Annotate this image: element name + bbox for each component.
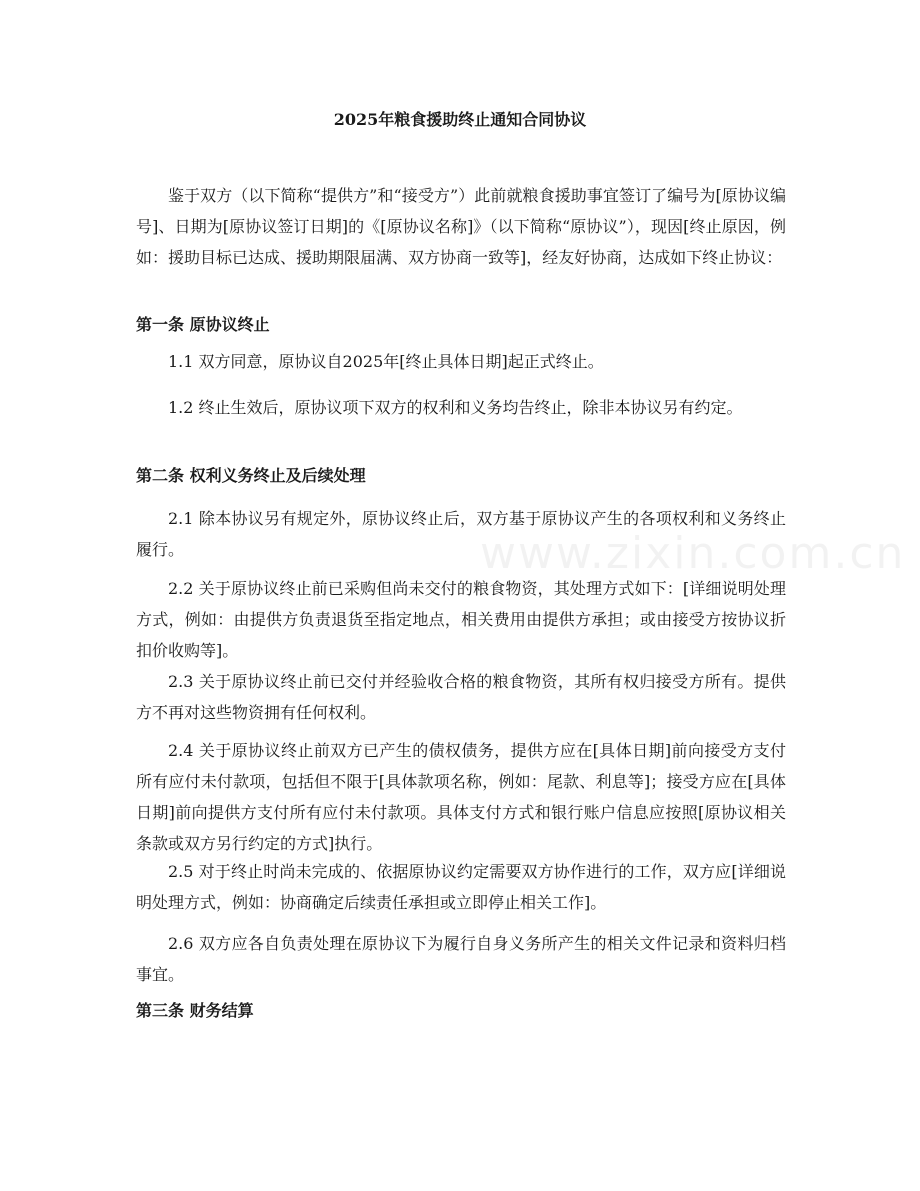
clause-2-2: 2.2 关于原协议终止前已采购但尚未交付的粮食物资，其处理方式如下：[详细说明处理方式，例如：由提供方负责退货至指定地点，相关费用由提供方承担；或由接受方按协议折扣价收购等]。 [136,579,786,660]
clause-2-1: 2.1 除本协议另有规定外，原协议终止后，双方基于原协议产生的各项权利和义务终止履行。 [136,509,786,559]
clause-2-3: 2.3 关于原协议终止前已交付并经验收合格的粮食物资，其所有权归接受方所有。提供方不再对这些物资拥有任何权利。 [136,672,786,722]
intro-paragraph: 鉴于双方（以下简称“提供方”和“接受方”）此前就粮食援助事宜签订了编号为[原协议编号]、日期为[原协议签订日期]的《[原协议名称]》（以下简称“原协议”），现因[终止原因，例如：援助目标已达成、援助期限届满、双方协商一致等]，经友好协商，达成如下终止协议： [136,186,786,267]
watermark: www.zixin.com.cn [480,528,906,579]
section-2-heading: 第二条 权利义务终止及后续处理 [136,466,366,485]
clause-1-1: 1.1 双方同意，原协议自2025年[终止具体日期]起正式终止。 [168,352,604,371]
clause-2-5: 2.5 对于终止时尚未完成的、依据原协议约定需要双方协作进行的工作，双方应[详细说明处理方式，例如：协商确定后续责任承担或立即停止相关工作]。 [136,862,786,912]
section-1-heading: 第一条 原协议终止 [136,315,270,334]
document-title: 2025年粮食援助终止通知合同协议 [333,110,587,129]
clause-2-6: 2.6 双方应各自负责处理在原协议下为履行自身义务所产生的相关文件记录和资料归档事宜。 [136,934,786,984]
section-3-heading: 第三条 财务结算 [136,1001,254,1020]
clause-1-2: 1.2 终止生效后，原协议项下双方的权利和义务均告终止，除非本协议另有约定。 [168,398,743,417]
clause-2-4: 2.4 关于原协议终止前双方已产生的债权债务，提供方应在[具体日期]前向接受方支付所有应付未付款项，包括但不限于[具体款项名称，例如：尾款、利息等]；接受方应在[具体日期]前向提供方支付所有应付未付款项。具体支付方式和银行账户信息应按照[原协议相关条款或双方另行约定的方式]执行。 [136,741,786,853]
